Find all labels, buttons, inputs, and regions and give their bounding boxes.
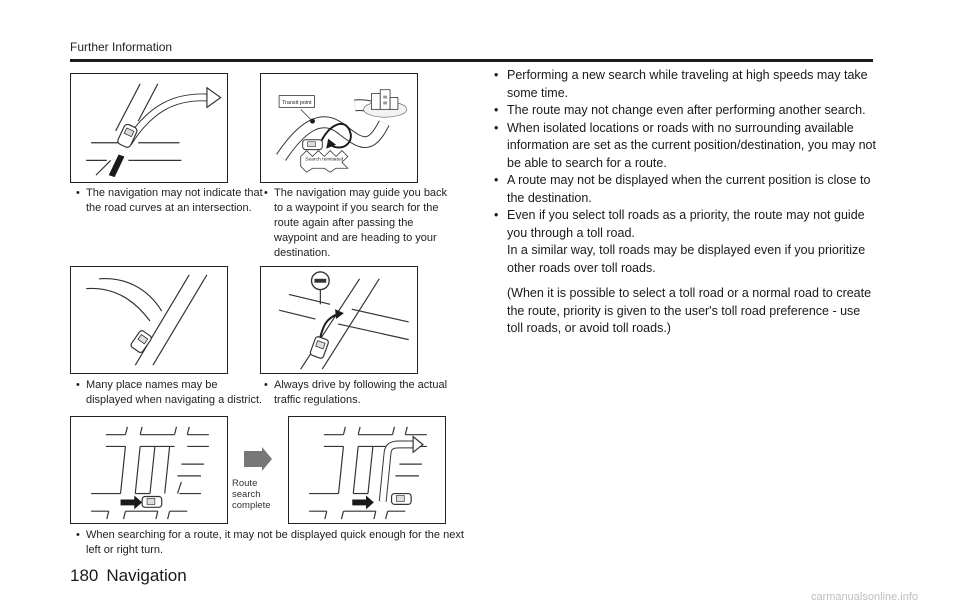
caption-curve: • The navigation may not indicate that the road curves at an intersection. <box>74 186 264 216</box>
figure-turn-before <box>70 416 228 524</box>
car-icon <box>142 497 162 508</box>
footer-section: Navigation <box>106 566 187 585</box>
search-reinitiated-label: Search reinitiated <box>305 157 344 163</box>
figure-curve-intersection <box>70 73 228 183</box>
note-toll-preference: (When it is possible to select a toll road or a normal road to create the route, priority is given to the user's toll road preference - use toll roads, or avoid toll roads.) <box>507 286 872 335</box>
regulation-illustration <box>261 267 417 373</box>
car-icon <box>392 494 412 505</box>
figure-district <box>70 266 228 374</box>
car-icon <box>130 330 153 354</box>
car-icon <box>117 123 139 148</box>
note-route-no-change: • The route may not change even after performing another search. <box>492 102 877 120</box>
figure-regulation <box>260 266 418 374</box>
district-illustration <box>71 267 227 373</box>
note-toll-roads: • Even if you select toll roads as a priority, the route may not guide you through a toll road. <box>492 207 877 242</box>
notes-column <box>492 67 877 338</box>
caption-waypoint: • The navigation may guide you back to a waypoint if you search for the route again after passing the waypoint and are heading to your destination. <box>262 186 452 261</box>
page-footer <box>70 566 187 586</box>
caption-turn: • When searching for a route, it may not be displayed quick enough for the next left or right turn. <box>74 528 464 558</box>
turn-before-illustration <box>71 417 227 523</box>
waypoint-illustration <box>261 74 417 182</box>
watermark: carmanualsonline.info <box>810 591 918 603</box>
page-number: 180 <box>70 566 99 585</box>
note-high-speed: • Performing a new search while traveling at high speeds may take some time. <box>492 67 877 102</box>
note-toll-roads-cont: In a similar way, toll roads may be displayed even if you prioritize other roads over toll roads. <box>507 243 866 275</box>
car-icon <box>303 140 323 150</box>
route-search-complete-label: Route search complete <box>232 478 271 511</box>
figure-turn-after <box>288 416 446 524</box>
note-close-destination: • A route may not be displayed when the current position is close to the destination. <box>492 172 877 207</box>
building-icon <box>364 90 407 117</box>
no-entry-sign-icon <box>312 272 330 304</box>
figure-waypoint <box>260 73 418 183</box>
car-icon <box>310 336 330 359</box>
caption-regulation: • Always drive by following the actual traffic regulations. <box>262 378 452 408</box>
turn-after-illustration <box>289 417 445 523</box>
note-isolated-locations: • When isolated locations or roads with no surrounding available information are set as the current position/destination, you may not be able to search for a route. <box>492 120 877 173</box>
transit-point-label: Transit point <box>282 99 312 106</box>
section-header: Further Information <box>70 40 173 54</box>
caption-district: • Many place names may be displayed when navigating a district. <box>74 378 264 408</box>
curve-intersection-illustration <box>71 74 227 182</box>
header-rule <box>70 59 873 62</box>
arrow-right-icon <box>242 447 274 471</box>
